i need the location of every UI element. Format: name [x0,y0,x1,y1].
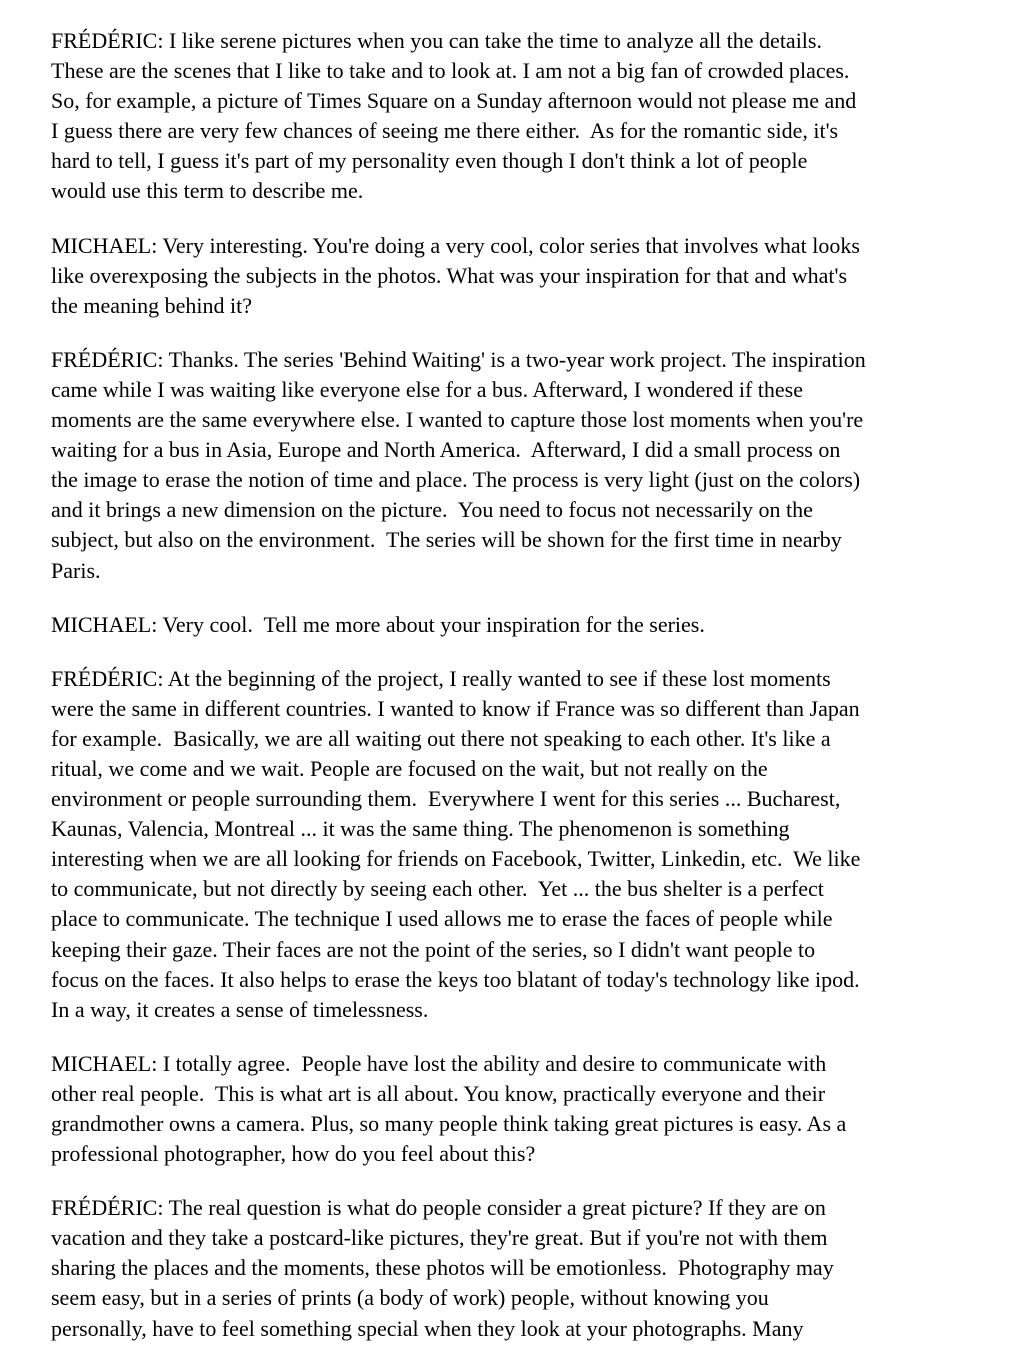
text-line: focus on the faces. It also helps to erase the keys too blatant of today's technology like ipod. [51,966,860,992]
text-line: So, for example, a picture of Times Square on a Sunday afternoon would not please me and [51,88,857,114]
text-line: personally, have to feel something special when they look at your photographs. Many [51,1315,804,1341]
text-line: like overexposing the subjects in the photos. What was your inspiration for that and what's [51,262,848,288]
text-line: place to communicate. The technique I used allows me to erase the faces of people while [51,906,833,932]
text-line: Kaunas, Valencia, Montreal ... it was the same thing. The phenomenon is something [51,816,790,842]
text-line: professional photographer, how do you feel about this? [51,1141,536,1167]
text-line: These are the scenes that I like to take and to look at. I am not a big fan of crowded places. [51,58,850,84]
text-line: waiting for a bus in Asia, Europe and North America. Afterward, I did a small process on [51,437,841,463]
text-line: would use this term to describe me. [51,178,364,204]
text-line: FRÉDÉRIC: I like serene pictures when you can take the time to analyze all the details. [51,28,822,53]
text-line: FRÉDÉRIC: At the beginning of the project, I really wanted to see if these lost moments [51,665,831,691]
interview-paragraph [51,1049,971,1169]
text-line: interesting when we are all looking for friends on Facebook, Twitter, Linkedin, etc. We like [51,846,861,872]
interview-paragraph [51,345,971,586]
text-line: the meaning behind it? [51,292,252,318]
text-line: MICHAEL: Very interesting. You're doing a very cool, color series that involves what looks [51,232,860,258]
text-line: came while I was waiting like everyone else for a bus. Afterward, I wondered if these [51,376,803,402]
text-line: In a way, it creates a sense of timelessness. [51,996,429,1022]
interview-paragraph [51,664,971,1025]
text-line: Paris. [51,557,101,583]
text-line: keeping their gaze. Their faces are not the point of the series, so I didn't want people to [51,936,816,962]
text-line: moments are the same everywhere else. I wanted to capture those lost moments when you're [51,407,864,433]
text-line: were the same in different countries. I wanted to know if France was so different than Japan [51,695,860,721]
text-line: for example. Basically, we are all waiting out there not speaking to each other. It's like a [51,725,831,751]
text-line: to communicate, but not directly by seeing each other. Yet ... the bus shelter is a perfect [51,876,824,902]
text-line: hard to tell, I guess it's part of my personality even though I don't think a lot of people [51,148,808,174]
interview-paragraph [51,26,971,207]
text-line: the image to erase the notion of time and place. The process is very light (just on the colors) [51,467,861,493]
text-line: I guess there are very few chances of seeing me there either. As for the romantic side, it's [51,118,839,144]
text-line: MICHAEL: Very cool. Tell me more about your inspiration for the series. [51,611,705,637]
interview-transcript [51,26,971,1368]
text-line: and it brings a new dimension on the picture. You need to focus not necessarily on the [51,497,813,523]
text-line: MICHAEL: I totally agree. People have lost the ability and desire to communicate with [51,1050,827,1076]
text-line: FRÉDÉRIC: Thanks. The series 'Behind Waiting' is a two-year work project. The inspiration [51,346,866,372]
text-line: ritual, we come and we wait. People are focused on the wait, but not really on the [51,755,768,781]
interview-paragraph [51,231,971,321]
text-line: seem easy, but in a series of prints (a body of work) people, without knowing you [51,1285,769,1311]
text-line: sharing the places and the moments, these photos will be emotionless. Photography may [51,1255,834,1281]
interview-paragraph [51,1193,971,1343]
text-line: FRÉDÉRIC: The real question is what do people consider a great picture? If they are on [51,1195,826,1221]
text-line: vacation and they take a postcard-like pictures, they're great. But if you're not with them [51,1225,828,1251]
text-line: environment or people surrounding them. Everywhere I went for this series ... Bucharest, [51,786,841,812]
text-line: other real people. This is what art is all about. You know, practically everyone and their [51,1080,826,1106]
text-line: grandmother owns a camera. Plus, so many people think taking great pictures is easy. As a [51,1111,847,1136]
interview-paragraph [51,610,971,640]
text-line: subject, but also on the environment. The series will be shown for the first time in nearby [51,527,842,553]
